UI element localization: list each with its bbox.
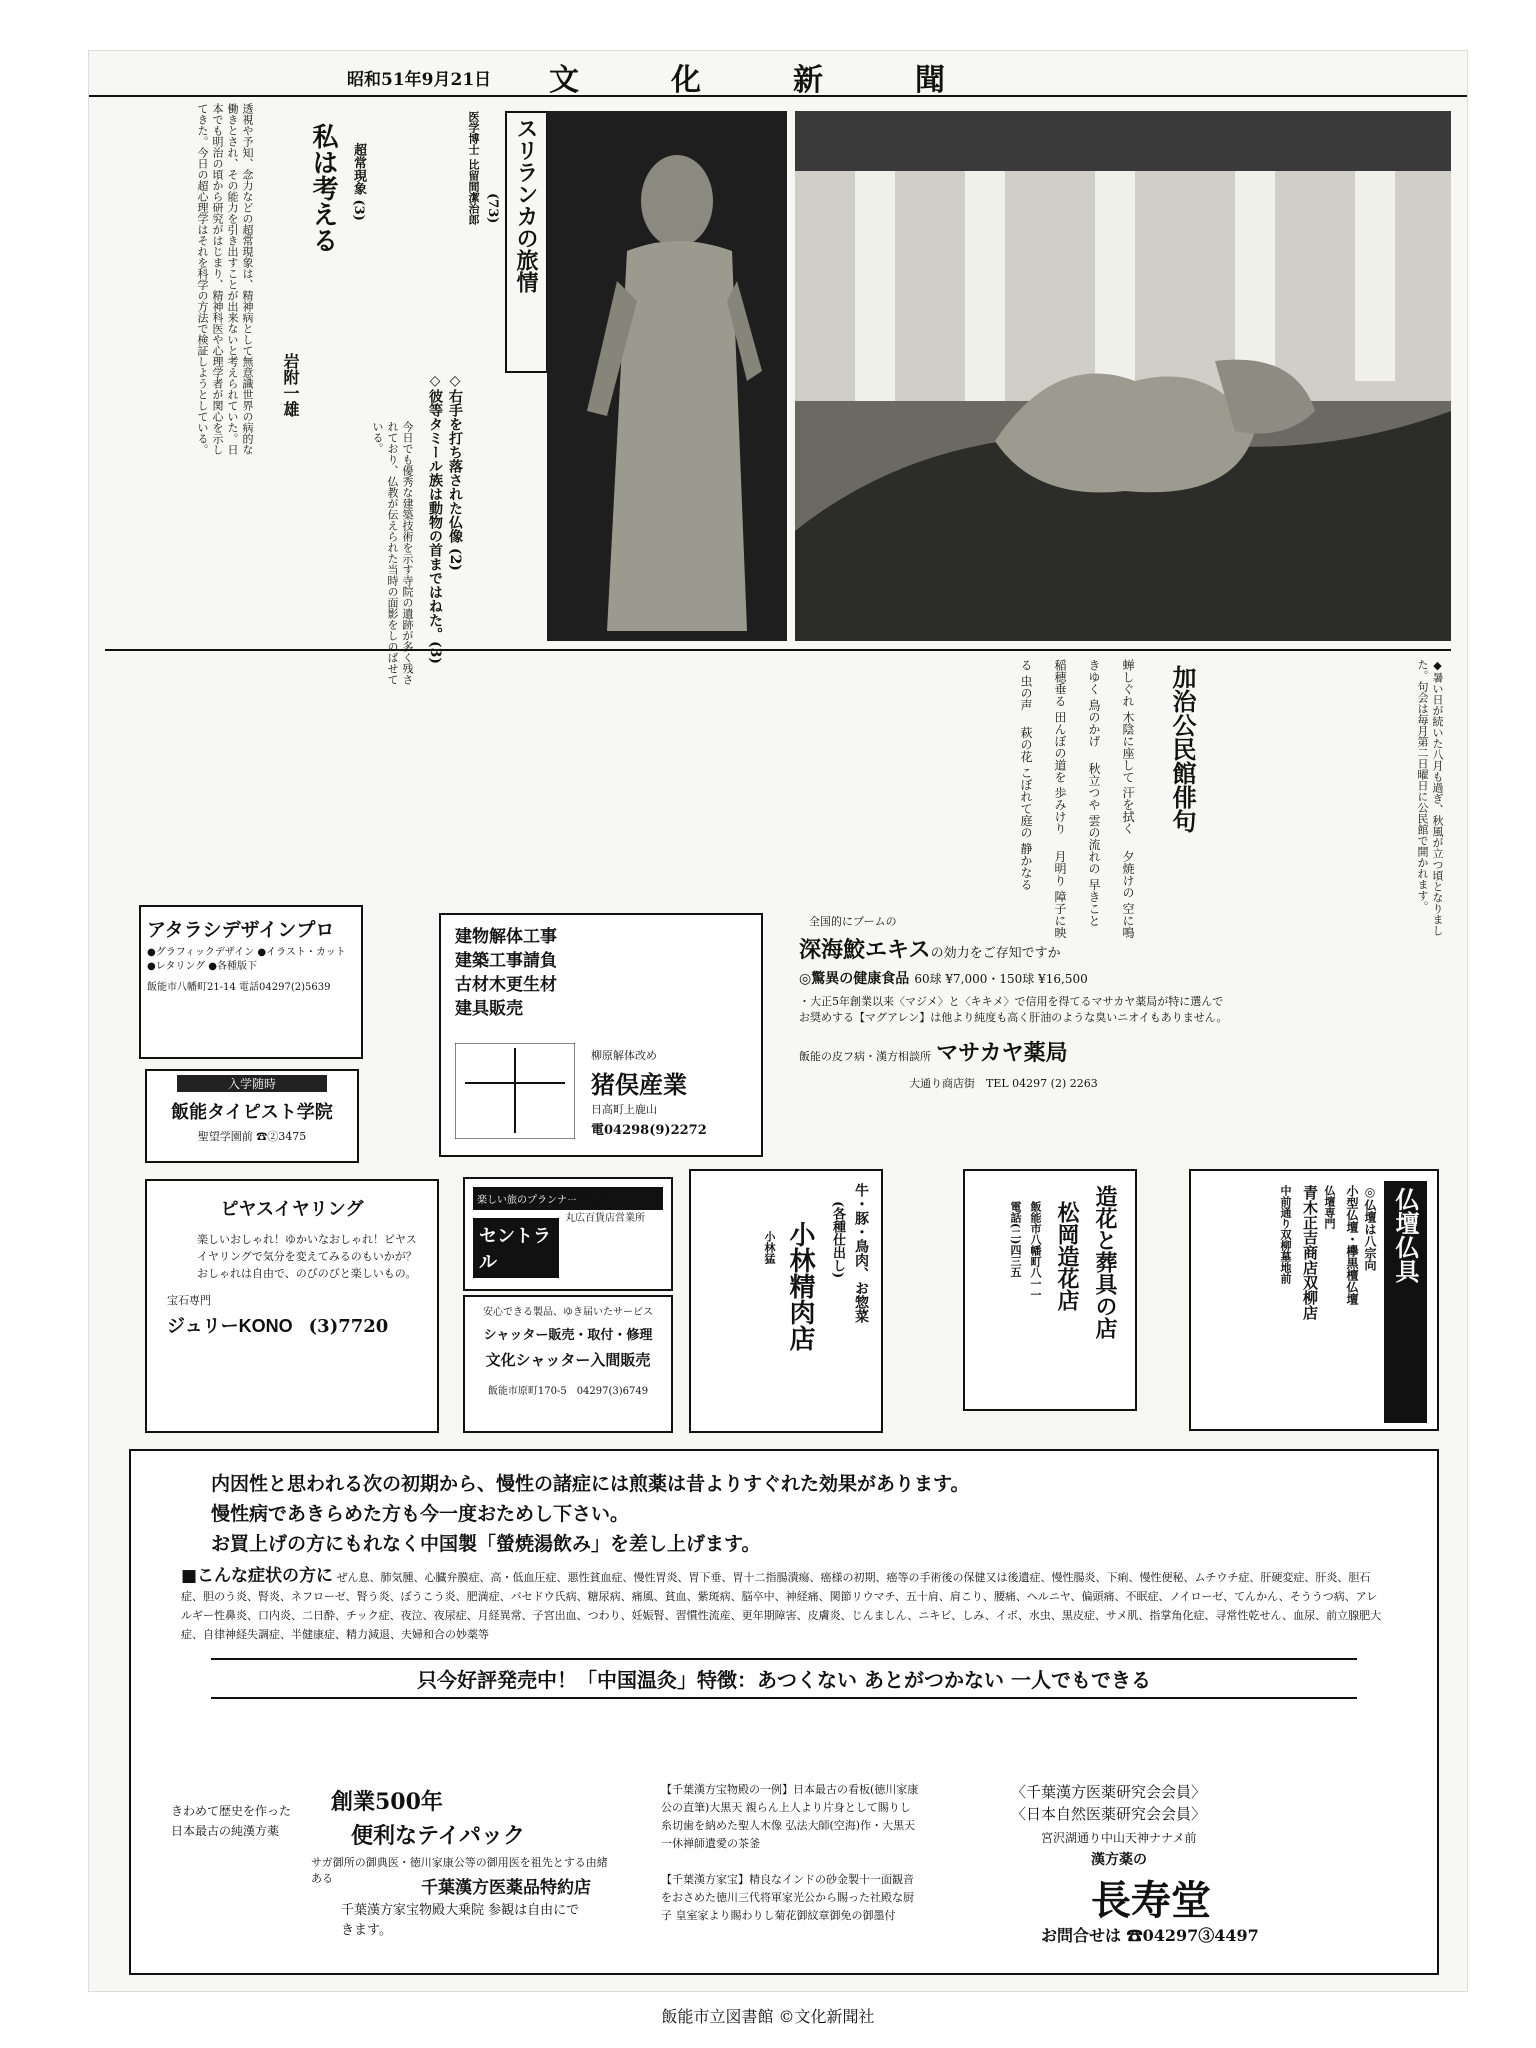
ad-earring-tel: (3)7720 [308, 1316, 389, 1337]
article-srilanka-number: (73) [485, 193, 500, 224]
ad-masakaya-top: 全国的にブームの [809, 915, 897, 928]
ad-typist-place: 聖望学園前 [197, 1130, 253, 1143]
photo-caption-2: ◇彼等タミール族は動物の首まではねた。(3) [427, 373, 443, 664]
haiku-entry: 蝉しぐれ 木陰に座して 汗を拭く [1121, 659, 1135, 835]
ad-kobayashi-name: 小林精肉店 [785, 1221, 815, 1351]
ad-masakaya-head2: の効力をご存知ですか [930, 946, 1061, 961]
ad-matsuoka-address: 飯能市八幡町八一一 [1029, 1201, 1042, 1300]
ad-matsuoka-tel: 電話(二)四三五 [1009, 1201, 1022, 1278]
haiku-strip [1275, 909, 1451, 1159]
ad-shutter [463, 1295, 673, 1433]
article-srilanka-author: 医学博士 比留間潔治郎 [467, 111, 480, 225]
kanpo-symptoms-head: ■こんな症状の方に [181, 1566, 334, 1586]
ad-typist-label: 入学随時 [177, 1075, 327, 1092]
haiku-entry: 夕焼けの 空に鳴きゆく 鳥のかげ [1087, 659, 1135, 939]
ad-kobayashi [689, 1169, 883, 1433]
ad-masakaya-price: 60球 ¥7,000・150球 ¥16,500 [914, 972, 1088, 986]
article-watashi-title: 私は考える [308, 123, 338, 253]
photo-ruins [795, 111, 1451, 641]
kanpo-addr: 宮沢湖通り中山天神ナナメ前 [1041, 1831, 1197, 1845]
ad-atarashi-address: 飯能市八幡町21-14 [147, 982, 236, 993]
kanpo-founded: 創業500年 [331, 1789, 443, 1815]
kanpo-lead2: 慢性病であきらめた方も今一度おためし下さい。 [211, 1503, 630, 1525]
ad-masakaya-shop: 飯能の皮フ病・漢方相談所 [799, 1050, 931, 1063]
haiku-entry: 秋立つや 雲の流れの 早きこと [1087, 762, 1101, 927]
haiku-entry: 稲穂垂る 田んぼの道を 歩みけり [1053, 659, 1067, 835]
kanpo-member1: 〈千葉漢方医薬研究会会員〉 [1011, 1783, 1207, 1801]
ad-inomata-map [455, 1043, 575, 1139]
kanpo-symptoms-block [131, 1559, 1437, 1652]
ad-atarashi-services: ●グラフィックデザイン ●イラスト・カット ●レタリング ●各種版下 [147, 947, 346, 972]
article-watashi-series: 超常現象 (3) [351, 143, 366, 221]
kanpo-member2: 〈日本自然医薬研究会会員〉 [1011, 1805, 1207, 1823]
photo-caption-1: ◇右手を打ち落された仏像 (2) [447, 373, 463, 571]
kanpo-treasure2: 【千葉漢方家宝】精良なインドの砂金製十一面観音をおさめた徳川三代将軍家光公から賜った社殿な厨子 皇室家より賜わりし菊花御紋章御免の御墨付 [661, 1873, 914, 1922]
ad-travel [463, 1177, 673, 1291]
kanpo-teipack: 便利なテイパック [351, 1823, 526, 1849]
ad-inomata [439, 913, 763, 1157]
ad-matsuoka-name: 松岡造花店 [1054, 1201, 1080, 1311]
ad-inomata-tel: 電04298(9)2272 [591, 1123, 707, 1138]
kanpo-left2: サガ御所の御典医・徳川家康公等の御用医を祖先とする由緒ある [311, 1856, 608, 1885]
ad-shutter-line2: シャッター販売・取付・修理 [483, 1328, 653, 1343]
paper-title: 文化新聞 [549, 63, 1037, 98]
ad-earring-shop: 宝石専門 [167, 1294, 211, 1307]
ad-masakaya [769, 909, 1259, 1157]
kanpo-symptoms: ぜん息、肺気腫、心臓弁膜症、高・低血圧症、悪性貧血症、慢性胃炎、胃下垂、胃十二指腸潰瘍、癌様の初期、癌等の手術後の保健又は後遺症、慢性腸炎、下痢、慢性便秘、ムチウチ症、肝硬変症、肝炎、胆石症、胆のう炎、腎炎、ネフローゼ、腎う炎、ぼうこう炎、肥満症、バセドウ氏病、糖尿病、痛風、貧血、紫斑病、脳卒中、神経痛、関節リウマチ、五十肩、肩こり、腰痛、ヘルニヤ、偏頭痛、不眠症、ノイローゼ、てんかん、そううつ病、アレルギー性鼻炎、口内炎、二日酔、チック症、夜泣、夜尿症、月経異常、子宮出血、つわり、妊娠腎、習慣性流産、更年期障害、皮膚炎、じんましん、ニキビ、しみ、イボ、水虫、黒皮症、サメ肌、指掌角化症、寻常性乾せん、血尿、前立腺肥大症、自律神経失調症、半健康症、精力減退、夫婦和合の妙薬等 [181, 1571, 1382, 1641]
kanpo-lead3: お買上げの方にもれなく中国製「螢焼湯飲み」を差し上げます。 [211, 1533, 761, 1555]
ad-matsuoka-title: 造花と葬具の店 [1092, 1185, 1118, 1339]
photo-buddha-statue [547, 111, 787, 641]
library-footer: 飯能市立図書館 ©文化新聞社 [661, 2007, 875, 2026]
ad-aoki-address: 中前通り双柳墓地前 [1279, 1185, 1292, 1284]
ad-kanpo [129, 1449, 1439, 1975]
ad-shutter-tel: 04297(3)6749 [576, 1386, 649, 1397]
ad-inomata-address: 日高町上鹿山 [591, 1103, 657, 1116]
ad-kobayashi-owner: 小林猛 [763, 1231, 776, 1264]
ad-kobayashi-line2: (各種仕出し) [830, 1201, 845, 1279]
ad-inomata-sub: 柳原解体改め [591, 1049, 657, 1062]
ad-shutter-line1: 安心できる製品、ゆき届いたサービス [483, 1307, 653, 1318]
issue-date: 昭和51年9月21日 [347, 70, 492, 90]
article-watashi-body: 透視や予知、念力などの超常現象は、精神病として無意識世界の病的な働きとされ、その能力を引き出すことが出来ないと考えられていた。日本でも明治の頃から研究がはじまり、精神科医や心理学者が関心を示してきた。今日の超心理学はそれを科学の方法で検証しようとしている。 [196, 103, 254, 455]
ad-aoki-line1: ◎仏壇は八宗向 [1363, 1185, 1377, 1271]
haiku-entry: 月明り 障子に映る 虫の声 [1019, 659, 1067, 939]
ad-aoki-name: 青木正吉商店双柳店 [1301, 1185, 1319, 1320]
article-srilanka-title: スリランカの旅情 [505, 111, 548, 373]
ad-masakaya-name: マサカヤ薬局 [936, 1040, 1068, 1066]
ad-travel-company: 全国観光公社 [565, 1191, 631, 1204]
ad-earring-body: 楽しいおしゃれ！ゆかいなおしゃれ！ピヤスイヤリングで気分を変えてみるのもいかが？おしゃれは自由で、のびのびと楽しいもの。 [197, 1233, 417, 1280]
kanpo-onkyu: 只今好評発売中！「中国温灸」特徴：あつくない あとがつかない 一人でもできる [211, 1658, 1357, 1699]
ad-shutter-address: 飯能市原町170-5 [487, 1386, 567, 1397]
ad-travel-brand: セントラル [473, 1218, 559, 1278]
ad-shutter-name: 文化シャッター入間販売 [485, 1351, 651, 1369]
ad-kobayashi-line1: 牛・豚・鳥肉、お惣菜 [853, 1183, 869, 1323]
haiku-entry: 萩の花 こぼれて庭の 静かなる [1019, 726, 1033, 891]
ad-travel-tag: 楽しい旅のプランナー [473, 1187, 663, 1210]
ad-atarashi-design [139, 905, 363, 1059]
ad-travel-office: 丸広百貨店営業所 [565, 1213, 645, 1224]
ad-inomata-line: 建築工事請負 [455, 951, 557, 971]
newspaper-page [88, 50, 1468, 1992]
haiku-intro: ◆暑い日が続いた八月も過ぎ、秋風が立つ頃となりました。句会は毎月第二日曜日に公民館で開かれます。 [1416, 659, 1444, 936]
ad-aoki-line2: 小型仏壇・欅黒檀仏壇 [1345, 1185, 1359, 1305]
article-watashi [105, 103, 415, 463]
ruins-image [795, 111, 1451, 641]
kanpo-treasure1: 【千葉漢方宝物殿の一例】日本最古の看板(徳川家康公の直筆)大黒天 親らん上人より片身として賜りし糸切歯を納めた聖人木像 弘法大師(空海)作・大黒天 一休禅師遺愛の茶釜 [661, 1783, 919, 1850]
buddha-statue-image [547, 111, 787, 641]
ad-atarashi-tel: 電話04297(2)5639 [239, 982, 331, 993]
ad-masakaya-head: 深海鮫エキス [799, 937, 931, 963]
ad-masakaya-tel: TEL 04297 (2) 2263 [986, 1077, 1098, 1090]
masthead [89, 51, 1467, 97]
kanpo-left3: 千葉漢方家宝物殿大乗院 参観は自由にできます。 [341, 1903, 580, 1938]
ad-masakaya-product: ◎驚異の健康食品 [799, 971, 910, 987]
ad-masakaya-address: 大通り商店街 [909, 1077, 975, 1090]
ad-aoki-shop: 仏壇専門 [1323, 1185, 1336, 1229]
ad-inomata-line: 古材木更生材 [455, 975, 557, 995]
ad-aoki [1189, 1169, 1439, 1431]
ad-earring [145, 1179, 439, 1433]
article-srilanka-body: 今日でも優秀な建築技術を示す寺院の遺跡が多く残されており、仏教が伝えられた当時の面影をしのばせている。 [371, 421, 414, 685]
ad-inomata-name: 猪俣産業 [591, 1070, 687, 1099]
kanpo-shop: 千葉漢方医薬品特約店 [421, 1878, 591, 1898]
ad-inomata-services [441, 915, 761, 1031]
ad-masakaya-body: ・大正5年創業以来〈マジメ〉と〈キキメ〉で信用を得てるマサカヤ薬局が特に選んでお奨めする【マグアレン】は他より純度も高く肝油のような臭いニオイもありません。 [799, 995, 1228, 1024]
ad-aoki-title: 仏壇仏具 [1384, 1181, 1427, 1423]
ad-matsuoka [963, 1169, 1137, 1411]
kanpo-pharmacy: 漢方薬の [1091, 1852, 1147, 1868]
ad-inomata-line: 建具販売 [455, 999, 523, 1019]
haiku-entries [145, 659, 1145, 939]
kanpo-tel: お問合せは ☎04297③4497 [1041, 1926, 1259, 1945]
ad-typist-tel: ☎②3475 [256, 1130, 307, 1143]
ad-earring-title: ピヤスイヤリング [220, 1199, 364, 1220]
kanpo-left1: きわめて歴史を作った日本最古の純漢方薬 [171, 1804, 292, 1838]
ad-atarashi-name: アタラシデザインプロ [147, 920, 335, 941]
ad-typist-name: 飯能タイピスト学院 [171, 1102, 333, 1123]
ad-typist [145, 1069, 359, 1163]
ad-inomata-line: 建物解体工事 [455, 927, 557, 947]
haiku-title: 加治公民館俳句 [1168, 665, 1197, 833]
kanpo-name: 長寿堂 [1091, 1877, 1211, 1924]
kanpo-lead1: 内因性と思われる次の初期から、慢性の諸症には煎薬は昔よりすぐれた効果があります。 [211, 1473, 970, 1495]
article-watashi-author: 岩附一雄 [281, 353, 300, 417]
ad-earring-name: ジュリーKONO [167, 1316, 293, 1336]
